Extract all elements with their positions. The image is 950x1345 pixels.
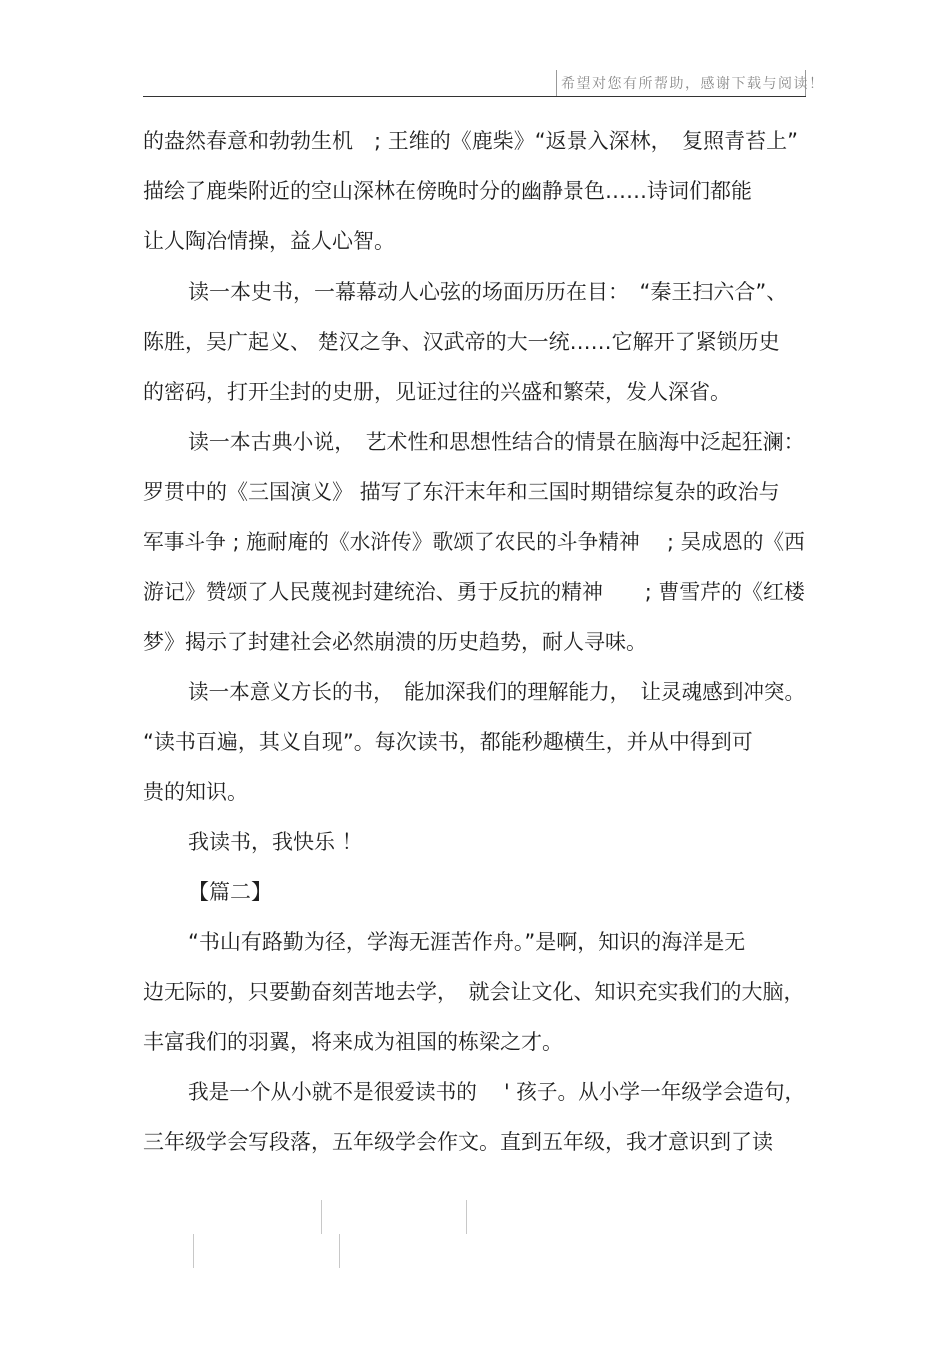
text-line: 我读书，我快乐 ！: [188, 830, 363, 854]
text-line: 三年级学会写段落，五年级学会作文。直到五年级，我才意识到了读: [143, 1130, 773, 1154]
text-line: 读一本意义方长的书， 能加深我们的理解能力， 让灵魂感到冲突。: [188, 680, 806, 704]
text-line: “书山有路勤为径，学海无涯苦作舟。”是啊，知识的海洋是无: [188, 930, 746, 954]
scan-artifact-line: [339, 1234, 340, 1268]
text-line: 读一本古典小说， 艺术性和思想性结合的情景在脑海中泛起狂澜：: [188, 430, 805, 454]
text-line: 读一本史书，一幕幕动人心弦的场面历历在目： “秦王扫六合”、: [188, 280, 788, 304]
text-line: 梦》揭示了封建社会必然崩溃的历史趋势，耐人寻味。: [143, 630, 647, 654]
text-line: 我是一个从小就不是很爱读书的 ' 孩子。从小学一年级学会造句，: [188, 1080, 806, 1104]
text-line: “读书百遍，其义自现”。每次读书，都能秒趣横生，并从中得到可: [143, 730, 753, 754]
text-line: 陈胜，吴广起义、 楚汉之争、汉武帝的大一统……它解开了紧锁历史: [143, 330, 780, 354]
text-line: 边无际的，只要勤奋刻苦地去学， 就会让文化、知识充实我们的大脑，: [143, 980, 805, 1004]
header-text: 希望对您有所帮助，感谢下载与阅读！: [561, 76, 825, 92]
text-line: 游记》赞颂了人民蔑视封建统治、勇于反抗的精神 ; 曹雪芹的《红楼: [143, 580, 805, 604]
header-rule: [143, 96, 806, 97]
text-line: 的盎然春意和勃勃生机 ; 王维的《鹿柴》“返景入深林， 复照青苔上”: [143, 129, 799, 153]
text-line: 军事斗争 ; 施耐庵的《水浒传》歌颂了农民的斗争精神 ; 吴成恩的《西: [143, 530, 805, 554]
text-line: 罗贯中的《三国演义》 描写了东汗末年和三国时期错综复杂的政治与: [143, 480, 780, 504]
scan-artifact-line: [193, 1234, 194, 1268]
text-line: 的密码，打开尘封的史册，见证过往的兴盛和繁荣，发人深省。: [143, 380, 731, 404]
section-heading: 【篇二】: [188, 880, 272, 904]
scan-artifact-line: [321, 1200, 322, 1234]
text-line: 贵的知识。: [143, 780, 248, 804]
text-line: 描绘了鹿柴附近的空山深林在傍晚时分的幽静景色……诗词们都能: [143, 179, 752, 203]
text-line: 丰富我们的羽翼，将来成为祖国的栋梁之才。: [143, 1030, 563, 1054]
text-line: 让人陶冶情操，益人心智。: [143, 229, 395, 253]
scan-artifact-line: [466, 1200, 467, 1234]
